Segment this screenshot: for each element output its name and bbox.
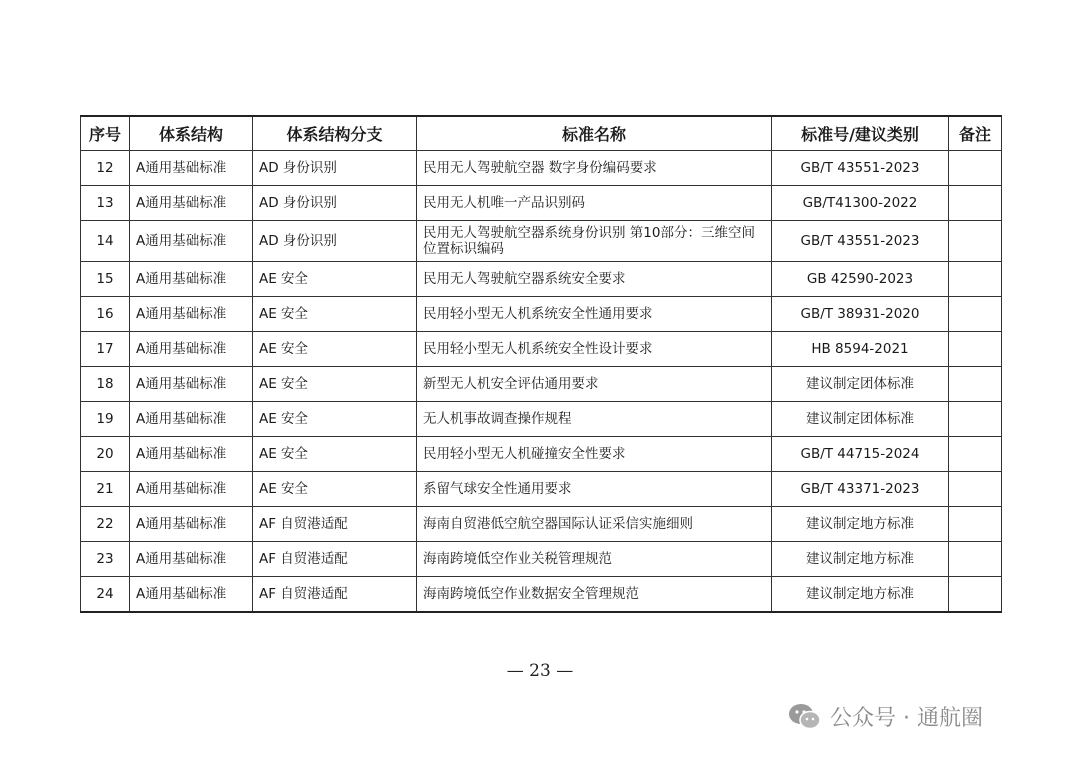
cell-system: A通用基础标准	[130, 151, 253, 186]
cell-standard-name: 系留气球安全性通用要求	[417, 472, 772, 507]
cell-index: 13	[81, 186, 130, 221]
cell-index: 22	[81, 507, 130, 542]
cell-index: 23	[81, 542, 130, 577]
header-standard-name: 标准名称	[417, 116, 772, 151]
cell-standard-code: GB/T 43371-2023	[772, 472, 949, 507]
header-index: 序号	[81, 116, 130, 151]
cell-standard-name: 民用无人驾驶航空器 数字身份编码要求	[417, 151, 772, 186]
cell-remarks	[949, 221, 1002, 262]
cell-standard-code: 建议制定地方标准	[772, 507, 949, 542]
table-row	[81, 367, 1002, 402]
cell-index: 18	[81, 367, 130, 402]
cell-remarks	[949, 472, 1002, 507]
page-number: — 23 —	[506, 661, 574, 681]
cell-standard-code: GB/T 43551-2023	[772, 221, 949, 262]
cell-branch: AE 安全	[253, 402, 417, 437]
cell-system: A通用基础标准	[130, 472, 253, 507]
cell-remarks	[949, 367, 1002, 402]
cell-branch: AE 安全	[253, 332, 417, 367]
cell-standard-name: 海南跨境低空作业关税管理规范	[417, 542, 772, 577]
cell-standard-name: 民用无人驾驶航空器系统安全要求	[417, 262, 772, 297]
table-row	[81, 437, 1002, 472]
cell-standard-name: 新型无人机安全评估通用要求	[417, 367, 772, 402]
table-row	[81, 151, 1002, 186]
cell-standard-name: 民用无人机唯一产品识别码	[417, 186, 772, 221]
cell-system: A通用基础标准	[130, 367, 253, 402]
cell-standard-name: 民用轻小型无人机碰撞安全性要求	[417, 437, 772, 472]
cell-index: 14	[81, 221, 130, 262]
cell-system: A通用基础标准	[130, 437, 253, 472]
cell-standard-code: GB/T41300-2022	[772, 186, 949, 221]
watermark-text: 公众号 · 通航圈	[830, 706, 983, 731]
cell-branch: AF 自贸港适配	[253, 507, 417, 542]
cell-remarks	[949, 332, 1002, 367]
table-row	[81, 507, 1002, 542]
cell-system: A通用基础标准	[130, 297, 253, 332]
cell-remarks	[949, 262, 1002, 297]
cell-remarks	[949, 437, 1002, 472]
cell-standard-code: 建议制定地方标准	[772, 577, 949, 613]
cell-standard-name: 民用轻小型无人机系统安全性通用要求	[417, 297, 772, 332]
cell-index: 15	[81, 262, 130, 297]
header-standard-code: 标准号/建议类别	[772, 116, 949, 151]
cell-standard-name: 海南自贸港低空航空器国际认证采信实施细则	[417, 507, 772, 542]
cell-branch: AE 安全	[253, 437, 417, 472]
cell-standard-code: 建议制定团体标准	[772, 367, 949, 402]
cell-index: 24	[81, 577, 130, 613]
cell-branch: AD 身份识别	[253, 186, 417, 221]
cell-remarks	[949, 507, 1002, 542]
cell-branch: AF 自贸港适配	[253, 577, 417, 613]
cell-system: A通用基础标准	[130, 262, 253, 297]
cell-index: 20	[81, 437, 130, 472]
cell-standard-code: GB/T 43551-2023	[772, 151, 949, 186]
cell-index: 21	[81, 472, 130, 507]
cell-index: 16	[81, 297, 130, 332]
cell-system: A通用基础标准	[130, 577, 253, 613]
header-remarks: 备注	[949, 116, 1002, 151]
cell-branch: AE 安全	[253, 297, 417, 332]
cell-standard-name: 民用无人驾驶航空器系统身份识别 第10部分：三维空间位置标识编码	[417, 221, 772, 262]
cell-branch: AE 安全	[253, 367, 417, 402]
cell-index: 12	[81, 151, 130, 186]
cell-remarks	[949, 577, 1002, 613]
table-row	[81, 542, 1002, 577]
header-branch: 体系结构分支	[253, 116, 417, 151]
cell-standard-name: 民用轻小型无人机系统安全性设计要求	[417, 332, 772, 367]
cell-branch: AE 安全	[253, 472, 417, 507]
cell-standard-code: GB/T 44715-2024	[772, 437, 949, 472]
table-row	[81, 332, 1002, 367]
cell-index: 17	[81, 332, 130, 367]
cell-branch: AD 身份识别	[253, 221, 417, 262]
cell-system: A通用基础标准	[130, 332, 253, 367]
cell-system: A通用基础标准	[130, 186, 253, 221]
cell-remarks	[949, 402, 1002, 437]
table-row	[81, 221, 1002, 262]
wechat-icon	[788, 702, 822, 732]
cell-system: A通用基础标准	[130, 402, 253, 437]
header-system: 体系结构	[130, 116, 253, 151]
cell-index: 19	[81, 402, 130, 437]
table-row	[81, 472, 1002, 507]
cell-standard-name: 海南跨境低空作业数据安全管理规范	[417, 577, 772, 613]
cell-system: A通用基础标准	[130, 507, 253, 542]
cell-standard-code: 建议制定团体标准	[772, 402, 949, 437]
standards-table	[80, 115, 1002, 613]
cell-standard-name: 无人机事故调查操作规程	[417, 402, 772, 437]
cell-branch: AF 自贸港适配	[253, 542, 417, 577]
cell-branch: AE 安全	[253, 262, 417, 297]
cell-branch: AD 身份识别	[253, 151, 417, 186]
cell-remarks	[949, 186, 1002, 221]
table-row	[81, 402, 1002, 437]
cell-standard-code: GB 42590-2023	[772, 262, 949, 297]
cell-remarks	[949, 297, 1002, 332]
cell-standard-code: HB 8594-2021	[772, 332, 949, 367]
cell-remarks	[949, 542, 1002, 577]
table-row	[81, 297, 1002, 332]
cell-standard-code: 建议制定地方标准	[772, 542, 949, 577]
cell-remarks	[949, 151, 1002, 186]
cell-system: A通用基础标准	[130, 542, 253, 577]
table-row	[81, 262, 1002, 297]
cell-system: A通用基础标准	[130, 221, 253, 262]
cell-standard-code: GB/T 38931-2020	[772, 297, 949, 332]
watermark	[788, 701, 983, 732]
table-row	[81, 186, 1002, 221]
table-header-row	[81, 116, 1002, 151]
table-row	[81, 577, 1002, 613]
